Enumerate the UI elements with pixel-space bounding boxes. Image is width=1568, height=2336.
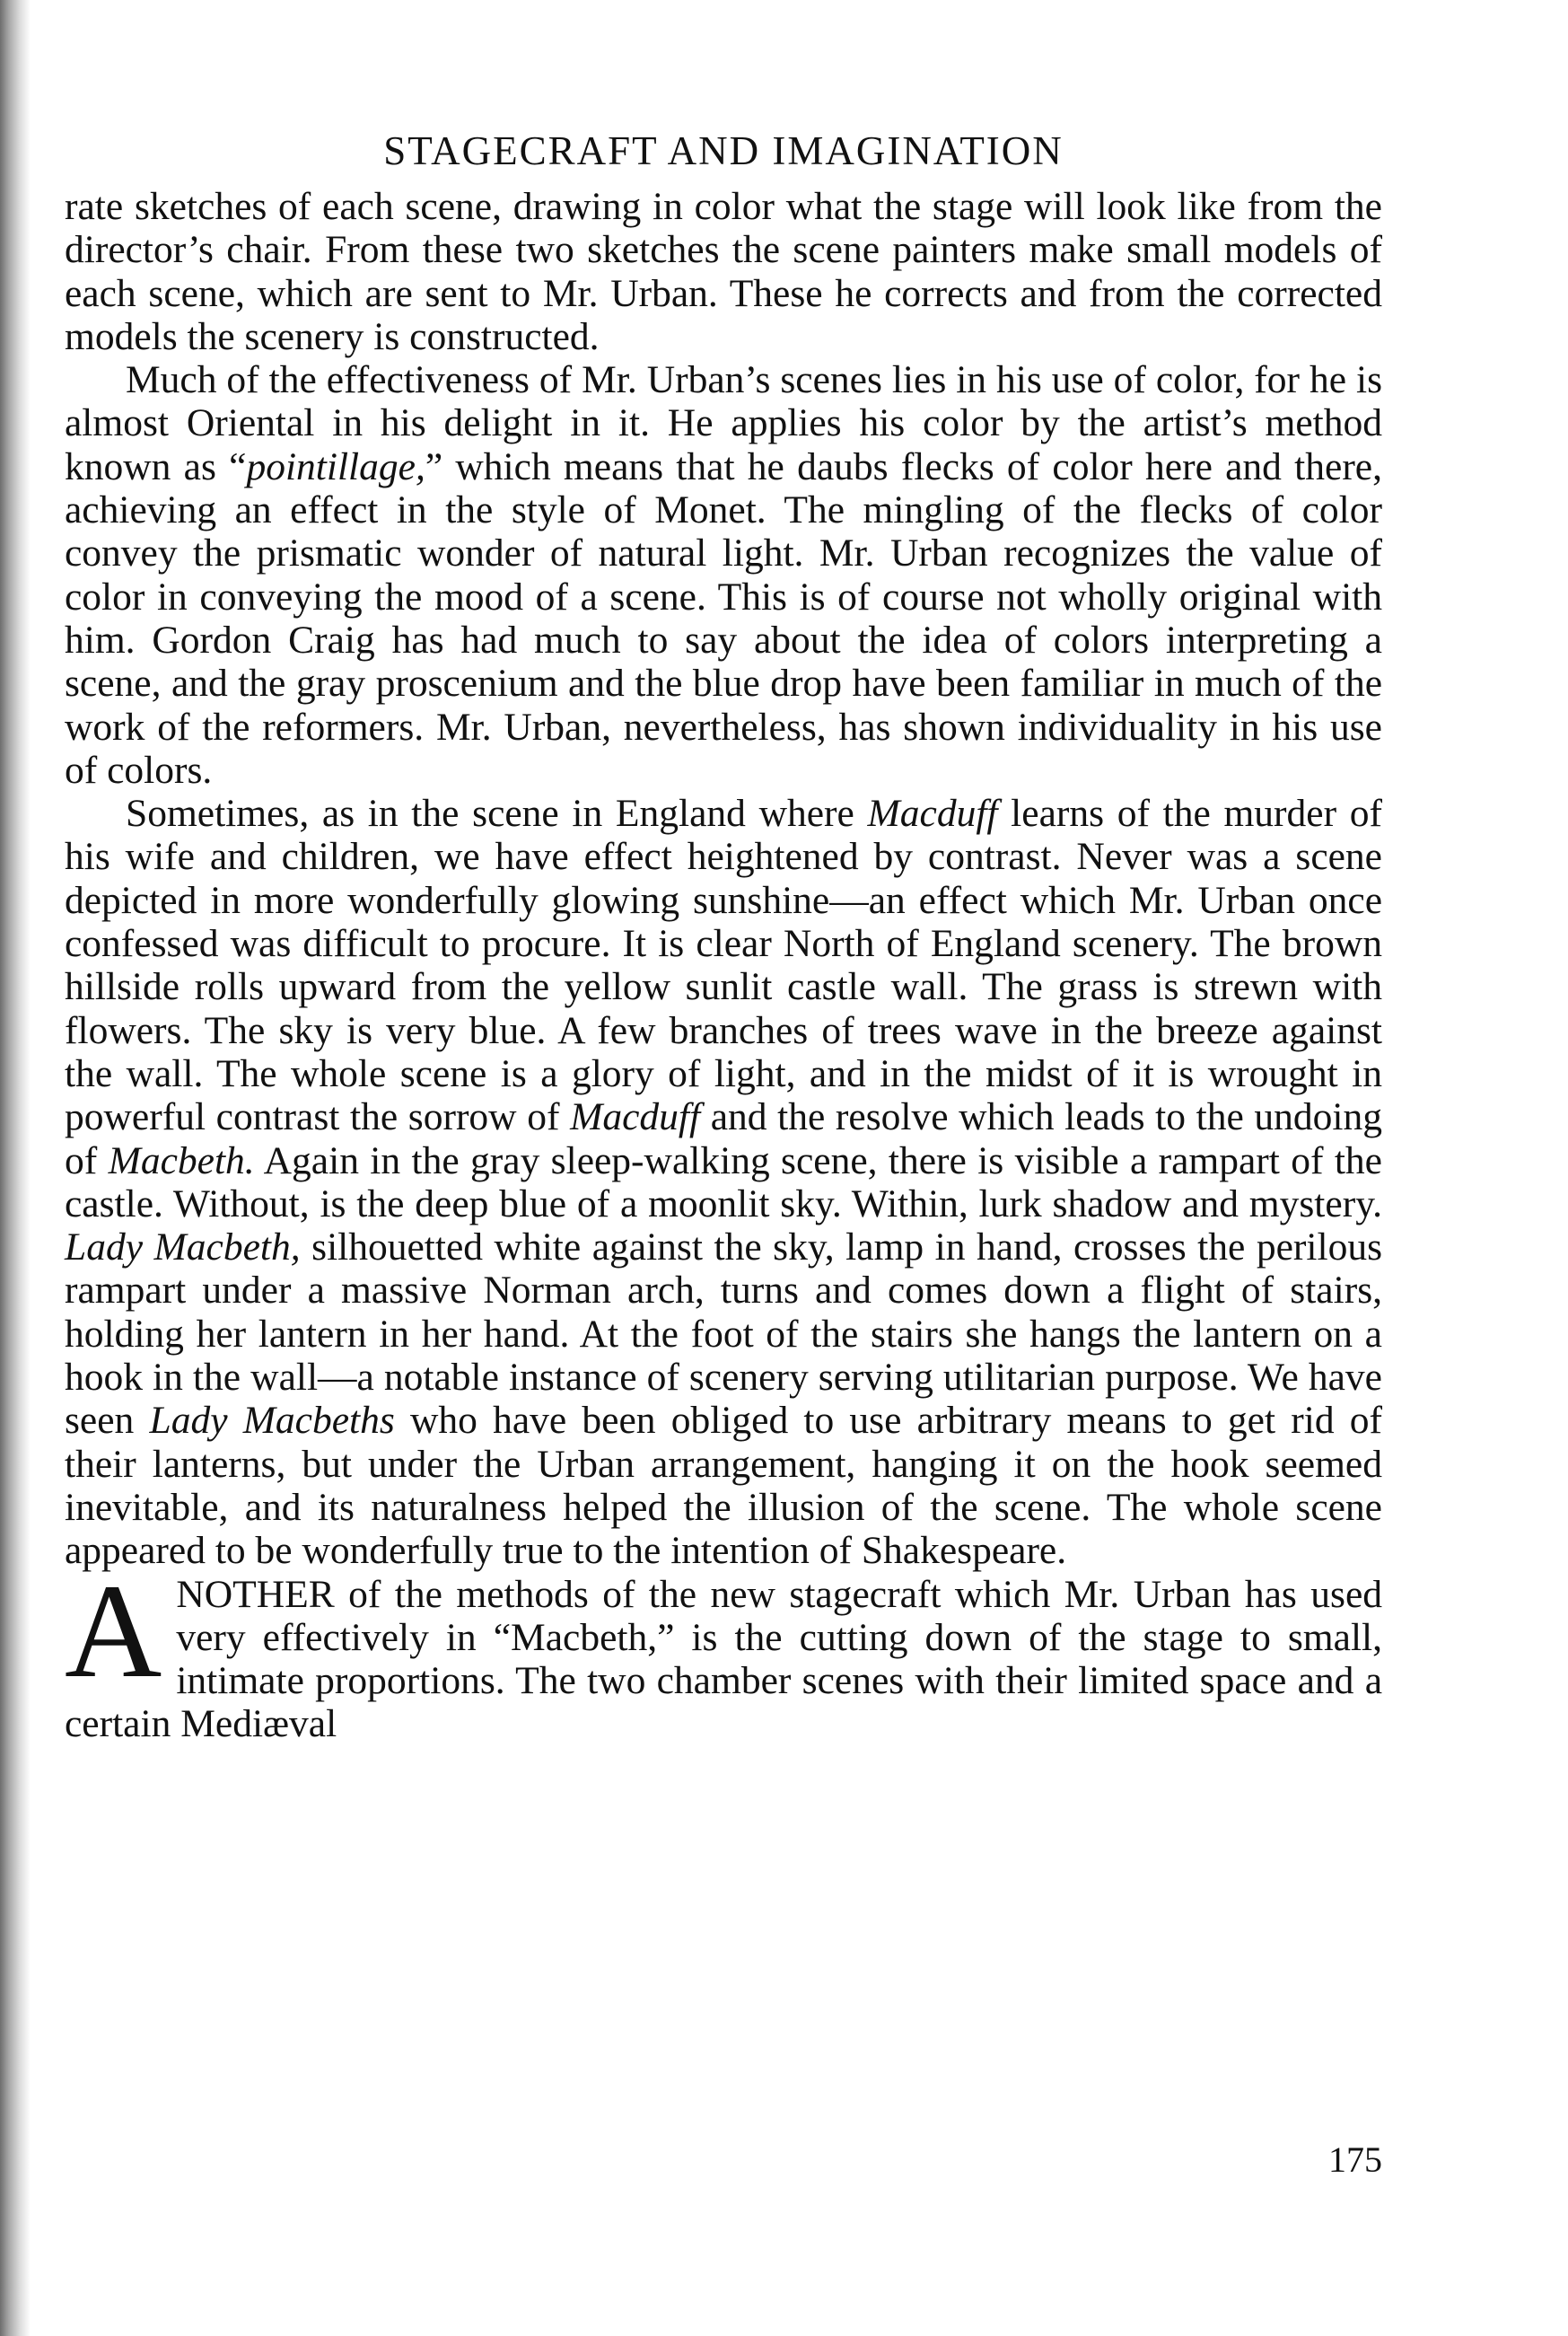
text-run: Again in the gray sleep-walking scene, there is visible a rampart of the castle. Without, is the deep blue of a moonlit sky. Within, lurk shadow and mystery. xyxy=(65,1138,1382,1225)
text-run: who have been obliged to use arbitrary means to get rid of their lanterns, but under the Urban arrangement, hanging it on the hook seemed inevitable, and its naturalness helped the illusion of the scene. The whole scene appeared to be wonderfully true to the intention of Shakespeare. xyxy=(65,1399,1382,1573)
paragraph-continuation: rate sketches of each scene, drawing in color what the stage will look like from the director’s chair. From these two sketches the scene painters make small models of each scene, which are sent to Mr. Urban. These he corrects and from the corrected models the scenery is constructed. xyxy=(65,185,1382,358)
running-head: STAGECRAFT AND IMAGINATION xyxy=(383,128,1064,173)
italic-name-lady-macbeth: Lady Macbeth, xyxy=(65,1225,301,1269)
italic-name-macduff: Macduff xyxy=(867,792,998,836)
body-text xyxy=(65,185,1382,1746)
italic-name-macduff: Macduff xyxy=(570,1095,701,1139)
page-number: 175 xyxy=(1328,2139,1382,2180)
text-run: learns of the murder of his wife and children, we have effect heightened by contrast. Never was a scene depicted in more wonderfully glowing sunshine—an effect which Mr. Urban once confessed was difficult to procure. It is clear North of England scenery. The brown hillside rolls upward from the yellow sunlit castle wall. The grass is strewn with flowers. The sky is very blue. A few branches of trees wave in the breeze against the wall. The whole scene is a glory of light, and in the midst of it is wrought in powerful contrast the sorrow of xyxy=(65,792,1382,1139)
italic-name-lady-macbeths: Lady Macbeths xyxy=(149,1399,395,1443)
paragraph-new-section xyxy=(65,1556,1382,1746)
text-run: NOTHER of the methods of the new stagecraft which Mr. Urban has used very effectively in “Macbeth,” is the cutting down of the stage to small, intimate proportions. The two chamber scenes with their limited space and a certain Mediæval xyxy=(65,1572,1382,1746)
italic-name-macbeth: Macbeth. xyxy=(108,1138,255,1182)
text-run: Sometimes, as in the scene in England where xyxy=(126,792,868,836)
text-run: and the resolve which leads to the undoing of xyxy=(65,1095,1382,1182)
text-run: ” which means that he daubs flecks of color here and there, achieving an effect in the style of Monet. The mingling of the flecks of color convey the prismatic wonder of natural light. Mr. Urban recognizes the value of color in conveying the mood of a scene. This is of course not wholly original with him. Gordon Craig has had much to say about the idea of colors interpreting a scene, and the gray proscenium and the blue drop have been familiar in much of the work of the reformers. Mr. Urban, nevertheless, has shown individuality in his use of colors. xyxy=(65,444,1382,792)
paragraph-contrast xyxy=(65,792,1382,1572)
paragraph-color xyxy=(65,358,1382,792)
page-content xyxy=(65,124,1382,1746)
italic-term-pointillage: pointillage, xyxy=(246,444,425,488)
text-run: silhouetted white against the sky, lamp in hand, crosses the perilous rampart under a massive Norman arch, turns and comes down a flight of stairs, holding her lantern in her hand. At the foot of the stairs she hangs the lantern on a hook in the wall—a notable instance of scenery serving utilitarian purpose. We have seen xyxy=(65,1225,1383,1443)
binding-shadow xyxy=(0,0,31,2336)
drop-cap: A xyxy=(65,1556,162,1706)
text-run: Much of the effectiveness of Mr. Urban’s scenes lies in his use of color, for he is almost Oriental in his delight in it. He applies his color by the artist’s method known as “ xyxy=(65,358,1382,488)
